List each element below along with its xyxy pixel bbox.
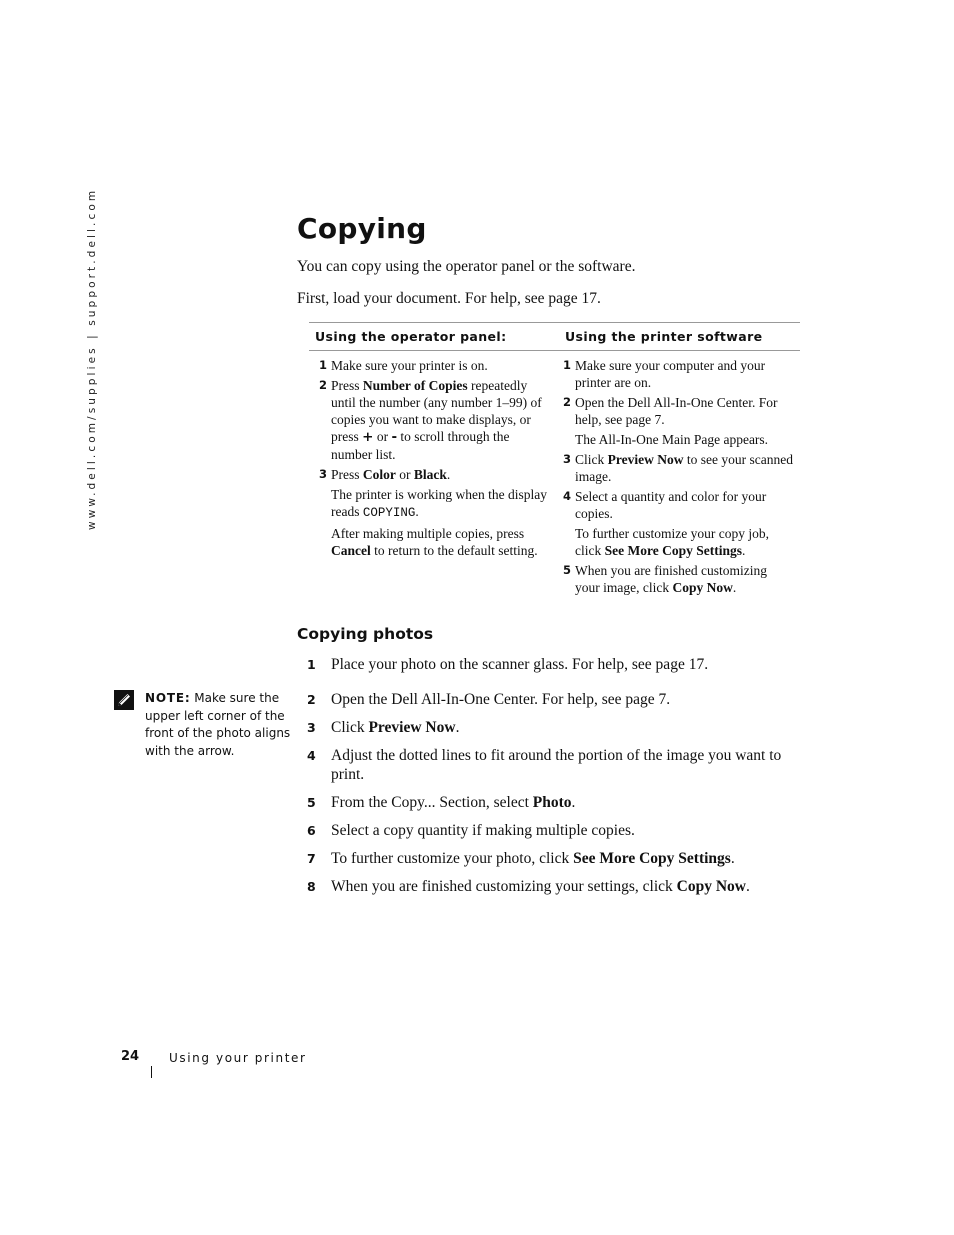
- list-item: 6 Select a copy quantity if making multiple copies.: [307, 822, 635, 839]
- list-item: 5 From the Copy... Section, select Photo.: [307, 794, 576, 811]
- list-item: 3 Click Preview Now.: [307, 719, 460, 736]
- header-printer-software: Using the printer software: [565, 329, 763, 344]
- footer-section-title: Using your printer: [169, 1051, 307, 1065]
- software-step-note: The All-In-One Main Page appears.: [575, 432, 769, 447]
- page-number: 24: [121, 1049, 140, 1064]
- panel-step: 1 Make sure your printer is on.: [319, 358, 488, 373]
- header-operator-panel: Using the operator panel:: [315, 329, 507, 344]
- panel-step-note: The printer is working when the display reads COPYING.: [331, 487, 547, 520]
- software-step: 3 Click Preview Now to see your scanned image.: [563, 452, 793, 484]
- panel-step: 3 Press Color or Black.: [319, 467, 451, 482]
- software-step: 1 Make sure your computer and your printer are on.: [563, 358, 766, 390]
- copying-photos-heading: Copying photos: [297, 625, 434, 643]
- list-item: 1 Place your photo on the scanner glass. For help, see page 17.: [307, 656, 709, 673]
- footer-divider: [151, 1066, 152, 1078]
- note-pencil-icon: [114, 690, 134, 710]
- note-text: NOTE: Make sure the upper left corner of the front of the photo aligns with the arrow.: [145, 691, 291, 758]
- panel-step: 2 Press Number of Copies repeatedly until the number (any number 1–99) of copies you want to make displays, or press + or - to scroll through the number list.: [319, 378, 542, 462]
- printer-software-column: [563, 357, 795, 599]
- software-step-note: To further customize your copy job, click See More Copy Settings.: [575, 526, 770, 558]
- panel-step-note: After making multiple copies, press Cancel to return to the default setting.: [331, 526, 538, 558]
- list-item: 7 To further customize your photo, click See More Copy Settings.: [307, 850, 735, 867]
- intro-paragraph: You can copy using the operator panel or the software.: [297, 258, 636, 275]
- software-step: 4 Select a quantity and color for your copies.: [563, 489, 767, 521]
- list-item: 8 When you are finished customizing your settings, click Copy Now.: [307, 878, 750, 895]
- page-title: Copying: [297, 212, 427, 245]
- table-header: [309, 323, 800, 351]
- software-step: 5 When you are finished customizing your image, click Copy Now.: [563, 563, 767, 595]
- table-body: [309, 351, 800, 611]
- software-step: 2 Open the Dell All-In-One Center. For help, see page 7.: [563, 395, 778, 427]
- sidebar-url: www.dell.com/supplies | support.dell.com: [86, 187, 98, 530]
- list-item: 4 Adjust the dotted lines to fit around the portion of the image you want to print.: [307, 747, 782, 783]
- operator-panel-column: [319, 357, 551, 562]
- intro-load-paragraph: First, load your document. For help, see page 17.: [297, 290, 601, 307]
- copy-methods-table: [309, 322, 800, 611]
- list-item: 2 Open the Dell All-In-One Center. For help, see page 7.: [307, 691, 671, 708]
